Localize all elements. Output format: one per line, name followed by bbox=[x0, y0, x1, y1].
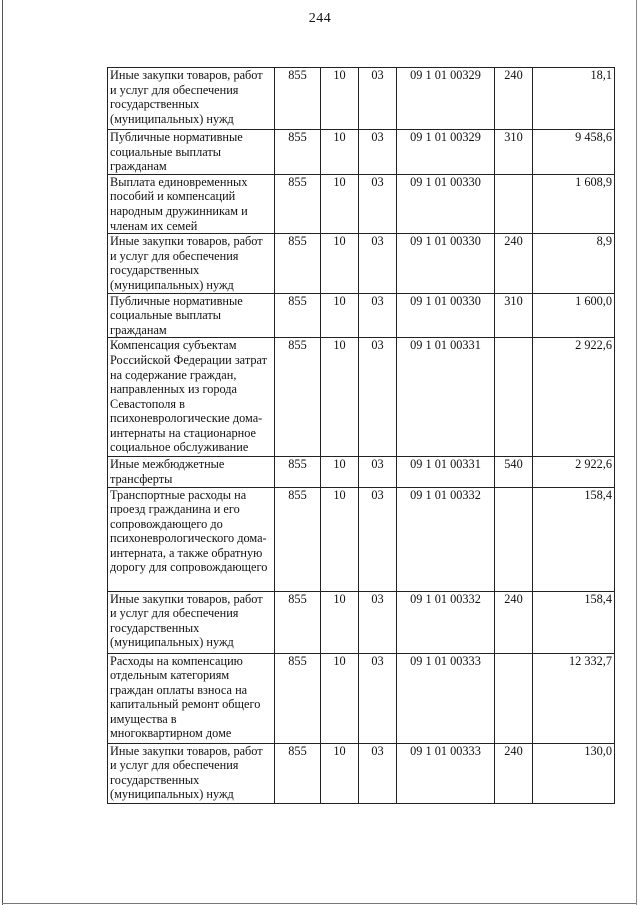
expense-type-cell bbox=[495, 487, 533, 591]
expense-type-cell: 310 bbox=[495, 130, 533, 175]
amount-cell: 158,4 bbox=[533, 487, 615, 591]
ministry-code-cell: 855 bbox=[275, 457, 321, 487]
ministry-code-cell: 855 bbox=[275, 174, 321, 233]
subsection-code-cell: 03 bbox=[359, 338, 397, 457]
subsection-code-cell: 03 bbox=[359, 293, 397, 338]
expense-name-cell: Расходы на компенсацию отдельным категориям граждан оплаты взноса на капитальный ремонт общего имущества в многоквартирном доме bbox=[108, 653, 275, 743]
section-code-cell: 10 bbox=[321, 487, 359, 591]
section-code-cell: 10 bbox=[321, 174, 359, 233]
section-code-cell: 10 bbox=[321, 457, 359, 487]
subsection-code-cell: 03 bbox=[359, 174, 397, 233]
target-article-cell: 09 1 01 00330 bbox=[397, 293, 495, 338]
budget-table bbox=[107, 67, 615, 804]
table-row bbox=[108, 338, 615, 457]
expense-type-cell: 240 bbox=[495, 591, 533, 653]
amount-cell: 12 332,7 bbox=[533, 653, 615, 743]
table-row bbox=[108, 234, 615, 293]
scan-right-edge bbox=[636, 0, 637, 905]
subsection-code-cell: 03 bbox=[359, 487, 397, 591]
section-code-cell: 10 bbox=[321, 234, 359, 293]
target-article-cell: 09 1 01 00332 bbox=[397, 487, 495, 591]
expense-type-cell bbox=[495, 174, 533, 233]
target-article-cell: 09 1 01 00329 bbox=[397, 130, 495, 175]
target-article-cell: 09 1 01 00330 bbox=[397, 234, 495, 293]
expense-type-cell: 240 bbox=[495, 234, 533, 293]
section-code-cell: 10 bbox=[321, 653, 359, 743]
amount-cell: 130,0 bbox=[533, 743, 615, 803]
scan-left-edge bbox=[2, 0, 3, 905]
table-row bbox=[108, 68, 615, 130]
expense-name-cell: Иные закупки товаров, работ и услуг для обеспечения государственных (муниципальных) нужд bbox=[108, 591, 275, 653]
target-article-cell: 09 1 01 00331 bbox=[397, 457, 495, 487]
expense-type-cell: 310 bbox=[495, 293, 533, 338]
ministry-code-cell: 855 bbox=[275, 293, 321, 338]
subsection-code-cell: 03 bbox=[359, 653, 397, 743]
expense-name-cell: Публичные нормативные социальные выплаты гражданам bbox=[108, 130, 275, 175]
expense-name-cell: Иные межбюджетные трансферты bbox=[108, 457, 275, 487]
ministry-code-cell: 855 bbox=[275, 487, 321, 591]
table-row bbox=[108, 457, 615, 487]
table-row bbox=[108, 487, 615, 591]
target-article-cell: 09 1 01 00330 bbox=[397, 174, 495, 233]
ministry-code-cell: 855 bbox=[275, 234, 321, 293]
amount-cell: 2 922,6 bbox=[533, 338, 615, 457]
table-row bbox=[108, 743, 615, 803]
table-row bbox=[108, 174, 615, 233]
table-row bbox=[108, 591, 615, 653]
target-article-cell: 09 1 01 00333 bbox=[397, 653, 495, 743]
target-article-cell: 09 1 01 00332 bbox=[397, 591, 495, 653]
target-article-cell: 09 1 01 00329 bbox=[397, 68, 495, 130]
ministry-code-cell: 855 bbox=[275, 653, 321, 743]
subsection-code-cell: 03 bbox=[359, 130, 397, 175]
ministry-code-cell: 855 bbox=[275, 130, 321, 175]
amount-cell: 8,9 bbox=[533, 234, 615, 293]
ministry-code-cell: 855 bbox=[275, 591, 321, 653]
expense-name-cell: Выплата единовременных пособий и компенсаций народным дружинникам и членам их семей bbox=[108, 174, 275, 233]
section-code-cell: 10 bbox=[321, 68, 359, 130]
expense-type-cell: 240 bbox=[495, 743, 533, 803]
ministry-code-cell: 855 bbox=[275, 68, 321, 130]
target-article-cell: 09 1 01 00333 bbox=[397, 743, 495, 803]
amount-cell: 1 600,0 bbox=[533, 293, 615, 338]
subsection-code-cell: 03 bbox=[359, 457, 397, 487]
page-number: 244 bbox=[308, 11, 332, 26]
expense-name-cell: Компенсация субъектам Российской Федерации затрат на содержание граждан, направленных из города Севастополя в психоневрологические дома-интернаты на стационарное социальное обслуживание bbox=[108, 338, 275, 457]
budget-table-body bbox=[108, 68, 615, 804]
subsection-code-cell: 03 bbox=[359, 68, 397, 130]
amount-cell: 158,4 bbox=[533, 591, 615, 653]
expense-name-cell: Публичные нормативные социальные выплаты гражданам bbox=[108, 293, 275, 338]
expense-name-cell: Иные закупки товаров, работ и услуг для обеспечения государственных (муниципальных) нужд bbox=[108, 743, 275, 803]
expense-name-cell: Иные закупки товаров, работ и услуг для обеспечения государственных (муниципальных) нужд bbox=[108, 68, 275, 130]
amount-cell: 18,1 bbox=[533, 68, 615, 130]
section-code-cell: 10 bbox=[321, 591, 359, 653]
scan-bottom-edge bbox=[2, 903, 636, 904]
target-article-cell: 09 1 01 00331 bbox=[397, 338, 495, 457]
subsection-code-cell: 03 bbox=[359, 743, 397, 803]
ministry-code-cell: 855 bbox=[275, 743, 321, 803]
ministry-code-cell: 855 bbox=[275, 338, 321, 457]
expense-type-cell bbox=[495, 653, 533, 743]
expense-type-cell bbox=[495, 338, 533, 457]
expense-name-cell: Транспортные расходы на проезд гражданина и его сопровождающего до психоневрологического дома-интерната, а также обратную дорогу для сопровождающего bbox=[108, 487, 275, 591]
amount-cell: 1 608,9 bbox=[533, 174, 615, 233]
subsection-code-cell: 03 bbox=[359, 591, 397, 653]
section-code-cell: 10 bbox=[321, 743, 359, 803]
table-row bbox=[108, 653, 615, 743]
amount-cell: 9 458,6 bbox=[533, 130, 615, 175]
subsection-code-cell: 03 bbox=[359, 234, 397, 293]
expense-type-cell: 540 bbox=[495, 457, 533, 487]
table-row bbox=[108, 130, 615, 175]
expense-name-cell: Иные закупки товаров, работ и услуг для обеспечения государственных (муниципальных) нужд bbox=[108, 234, 275, 293]
section-code-cell: 10 bbox=[321, 338, 359, 457]
table-row bbox=[108, 293, 615, 338]
section-code-cell: 10 bbox=[321, 130, 359, 175]
amount-cell: 2 922,6 bbox=[533, 457, 615, 487]
section-code-cell: 10 bbox=[321, 293, 359, 338]
expense-type-cell: 240 bbox=[495, 68, 533, 130]
